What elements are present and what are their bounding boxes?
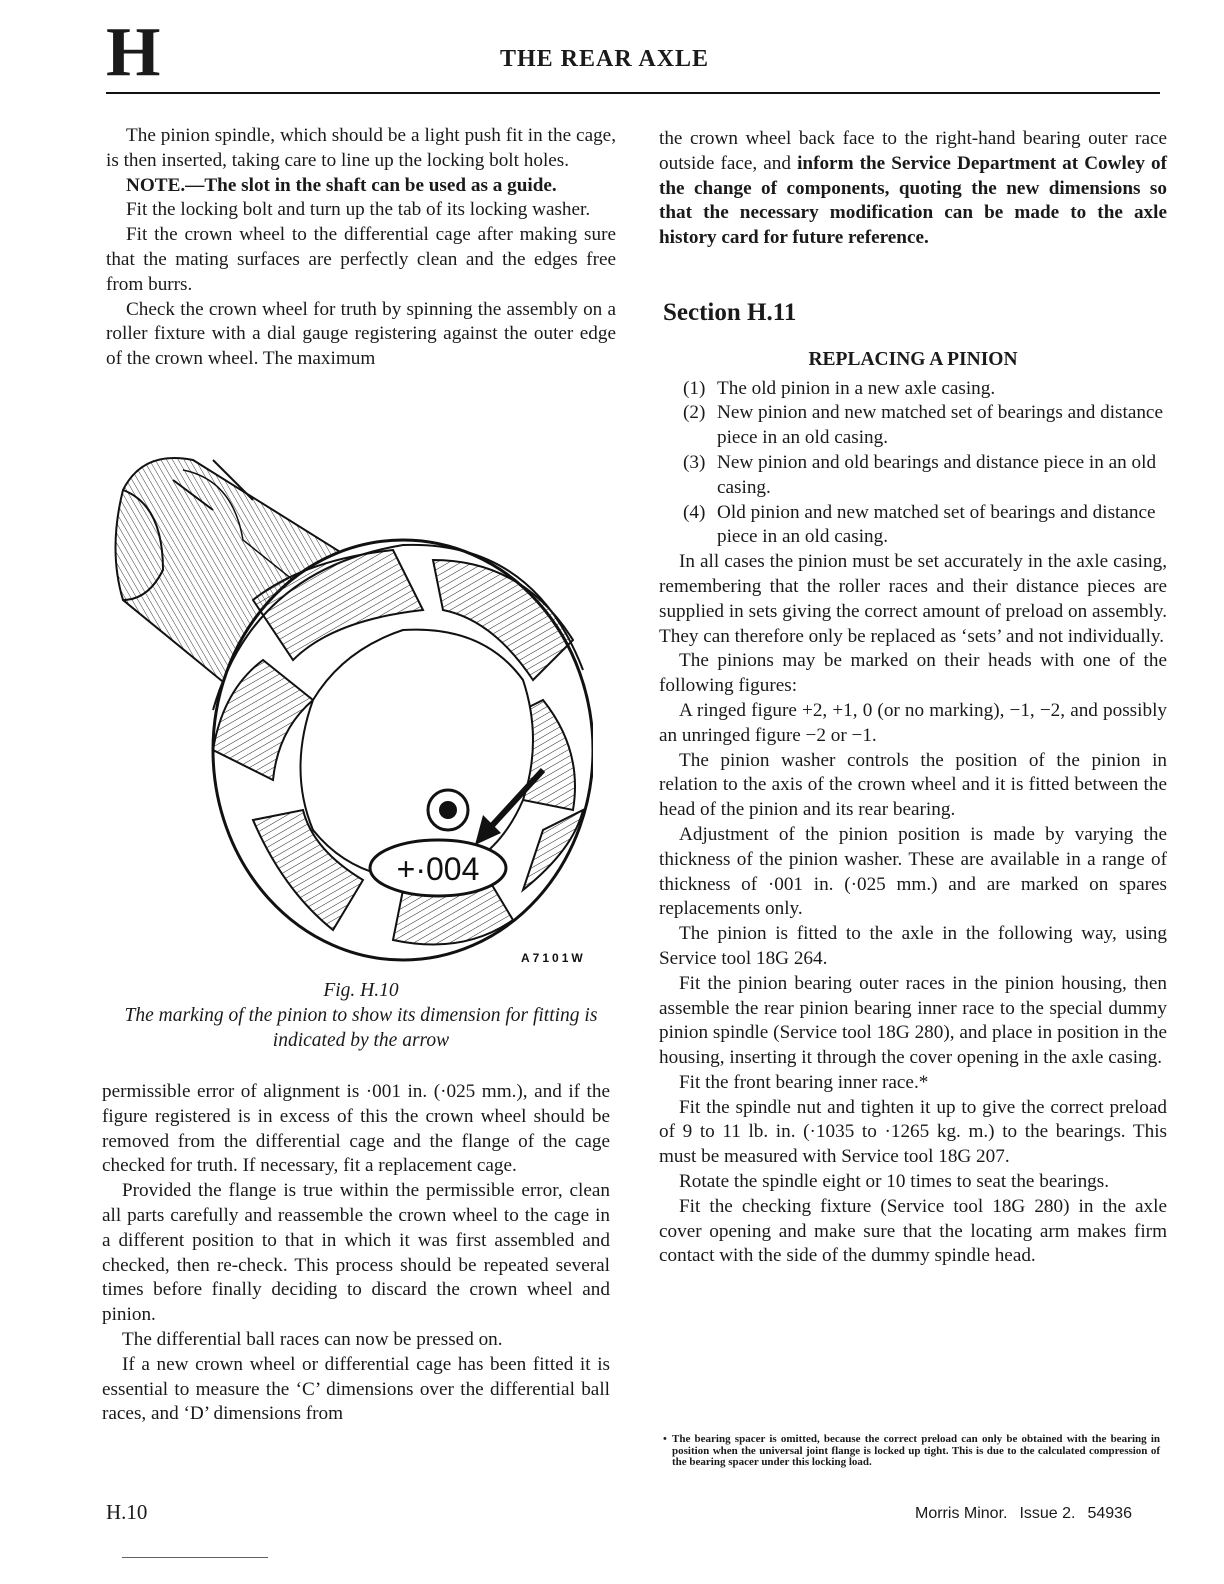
steps-list	[659, 377, 1167, 551]
footer-publication	[915, 1505, 1144, 1523]
left-column-bottom	[102, 1080, 610, 1427]
list-item	[683, 401, 1167, 451]
subheading: REPLACING A PINION	[808, 348, 1018, 370]
paragraph: The differential ball races can now be pressed on.	[122, 1328, 503, 1350]
right-column	[659, 127, 1167, 1269]
footnote-text: The bearing spacer is omitted, because the correct preload can only be obtained with the bearing in position when the universal joint flange is locked up tight. This is due to the calculated compression of the bearing spacer under this locking load.	[672, 1433, 1160, 1468]
continuation-text: the crown wheel back face to the right-hand bearing outer race outside face, and	[659, 128, 1167, 174]
bullet-icon: •	[663, 1433, 667, 1445]
paragraph: The pinion is fitted to the axle in the following way, using Service tool 18G 264.	[659, 923, 1167, 969]
paragraph: The pinion spindle, which should be a light push fit in the cage, is then inserted, taking care to line up the locking bolt holes.	[106, 125, 616, 171]
paragraph: Check the crown wheel for truth by spinning the assembly on a roller fixture with a dial gauge registering against the outer edge of the crown wheel. The maximum	[106, 298, 616, 370]
paragraph: Fit the front bearing inner race.*	[679, 1071, 929, 1093]
footer-vehicle: Morris Minor.	[915, 1505, 1008, 1522]
paragraph: Fit the checking fixture (Service tool 18G 280) in the axle cover opening and make sure that the locating arm makes firm contact with the side of the dummy spindle head.	[659, 1195, 1167, 1267]
paragraph: Fit the locking bolt and turn up the tab of its locking washer.	[126, 199, 591, 221]
step-text: New pinion and old bearings and distance piece in an old casing.	[717, 451, 1157, 498]
header-rule	[106, 92, 1160, 94]
list-item	[683, 451, 1167, 501]
pinion-gear-head	[213, 540, 593, 960]
step-text: New pinion and new matched set of bearings and distance piece in an old casing.	[717, 402, 1163, 449]
step-text: The old pinion in a new axle casing.	[717, 377, 996, 399]
centre-hole	[428, 790, 468, 830]
page-title: THE REAR AXLE	[500, 46, 710, 72]
list-item	[683, 377, 1167, 402]
figure-caption-text: The marking of the pinion to show its dimension for fitting is indicated by the arrow	[124, 1005, 598, 1051]
paragraph: Fit the pinion bearing outer races in the pinion housing, then assemble the rear pinion bearing inner race to the special dummy pinion spindle (Service tool 18G 280), and place in position in the housing, inserting it through the cover opening in the axle casing.	[659, 972, 1167, 1069]
paragraph: Provided the flange is true within the permissible error, clean all parts carefully and reassemble the crown wheel to the cage in a different position to that in which it was first assembled and checked, then re-check. This process should be repeated several times before finally deciding to discard the crown wheel and pinion.	[102, 1180, 610, 1326]
figure-number: Fig. H.10	[323, 980, 399, 1001]
list-item	[683, 501, 1167, 551]
plate-code: A7101W	[521, 951, 586, 965]
section-letter: H	[106, 14, 159, 91]
footnote	[663, 1433, 1160, 1469]
marking-oval	[370, 840, 506, 896]
figure-caption	[106, 978, 616, 1053]
paragraph: Adjustment of the pinion position is made by varying the thickness of the pinion washer. These are available in a range of thickness of ·001 in. (·025 mm.) and are marked on spares replacements only.	[659, 823, 1167, 920]
marking-label: +·004	[396, 851, 480, 887]
paragraph: permissible error of alignment is ·001 in. (·025 mm.), and if the figure registered is in excess of this the crown wheel should be removed from the differential cage and the flange of the cage checked for truth. If necessary, fit a replacement cage.	[102, 1081, 610, 1177]
paragraph: The pinion washer controls the position of the pinion in relation to the axis of the crown wheel and it is fitted between the head of the pinion and its rear bearing.	[659, 749, 1167, 821]
left-column-top	[106, 124, 616, 372]
step-text: Old pinion and new matched set of bearings and distance piece in an old casing.	[717, 501, 1156, 548]
paragraph: In all cases the pinion must be set accurately in the axle casing, remembering that the roller races and their distance pieces are supplied in sets giving the correct amount of preload on assembly. They can therefore only be replaced as ‘sets’ and not individually.	[659, 551, 1167, 647]
paragraph: Rotate the spindle eight or 10 times to seat the bearings.	[679, 1171, 1110, 1193]
footer-code: 54936	[1087, 1505, 1132, 1522]
step-number: (3)	[683, 451, 706, 473]
step-number: (4)	[683, 501, 706, 523]
paragraph: Fit the spindle nut and tighten it up to give the correct preload of 9 to 11 lb. in. (·1035 to ·1265 kg. m.) to the bearings. This must be measured with Service tool 18G 207.	[659, 1096, 1167, 1168]
note-paragraph: NOTE.—The slot in the shaft can be used as a guide.	[126, 174, 557, 196]
section-heading: Section H.11	[663, 298, 797, 326]
paragraph: A ringed figure +2, +1, 0 (or no marking), −1, −2, and possibly an unringed figure −2 or −1.	[659, 699, 1167, 746]
pinion-figure	[103, 450, 593, 970]
service-notice: inform the Service Department at Cowley of the change of components, quoting the new dimensions so that the necessary modification can be made to the axle history card for future reference.	[659, 152, 1167, 249]
step-number: (2)	[683, 402, 706, 424]
continuation-paragraph	[659, 127, 1167, 251]
paragraph: Fit the crown wheel to the differential cage after making sure that the mating surfaces are perfectly clean and the edges free from burrs.	[106, 224, 616, 295]
paragraph: The pinions may be marked on their heads with one of the following figures:	[659, 650, 1167, 697]
pinion-illustration	[103, 450, 593, 970]
paragraph: If a new crown wheel or differential cage has been fitted it is essential to measure the ‘C’ dimensions over the differential ball races, and ‘D’ dimensions from	[102, 1353, 610, 1425]
page-number: H.10	[106, 1500, 148, 1524]
footer-issue: Issue 2.	[1019, 1505, 1076, 1522]
bottom-rule	[122, 1557, 268, 1558]
step-number: (1)	[683, 377, 706, 399]
